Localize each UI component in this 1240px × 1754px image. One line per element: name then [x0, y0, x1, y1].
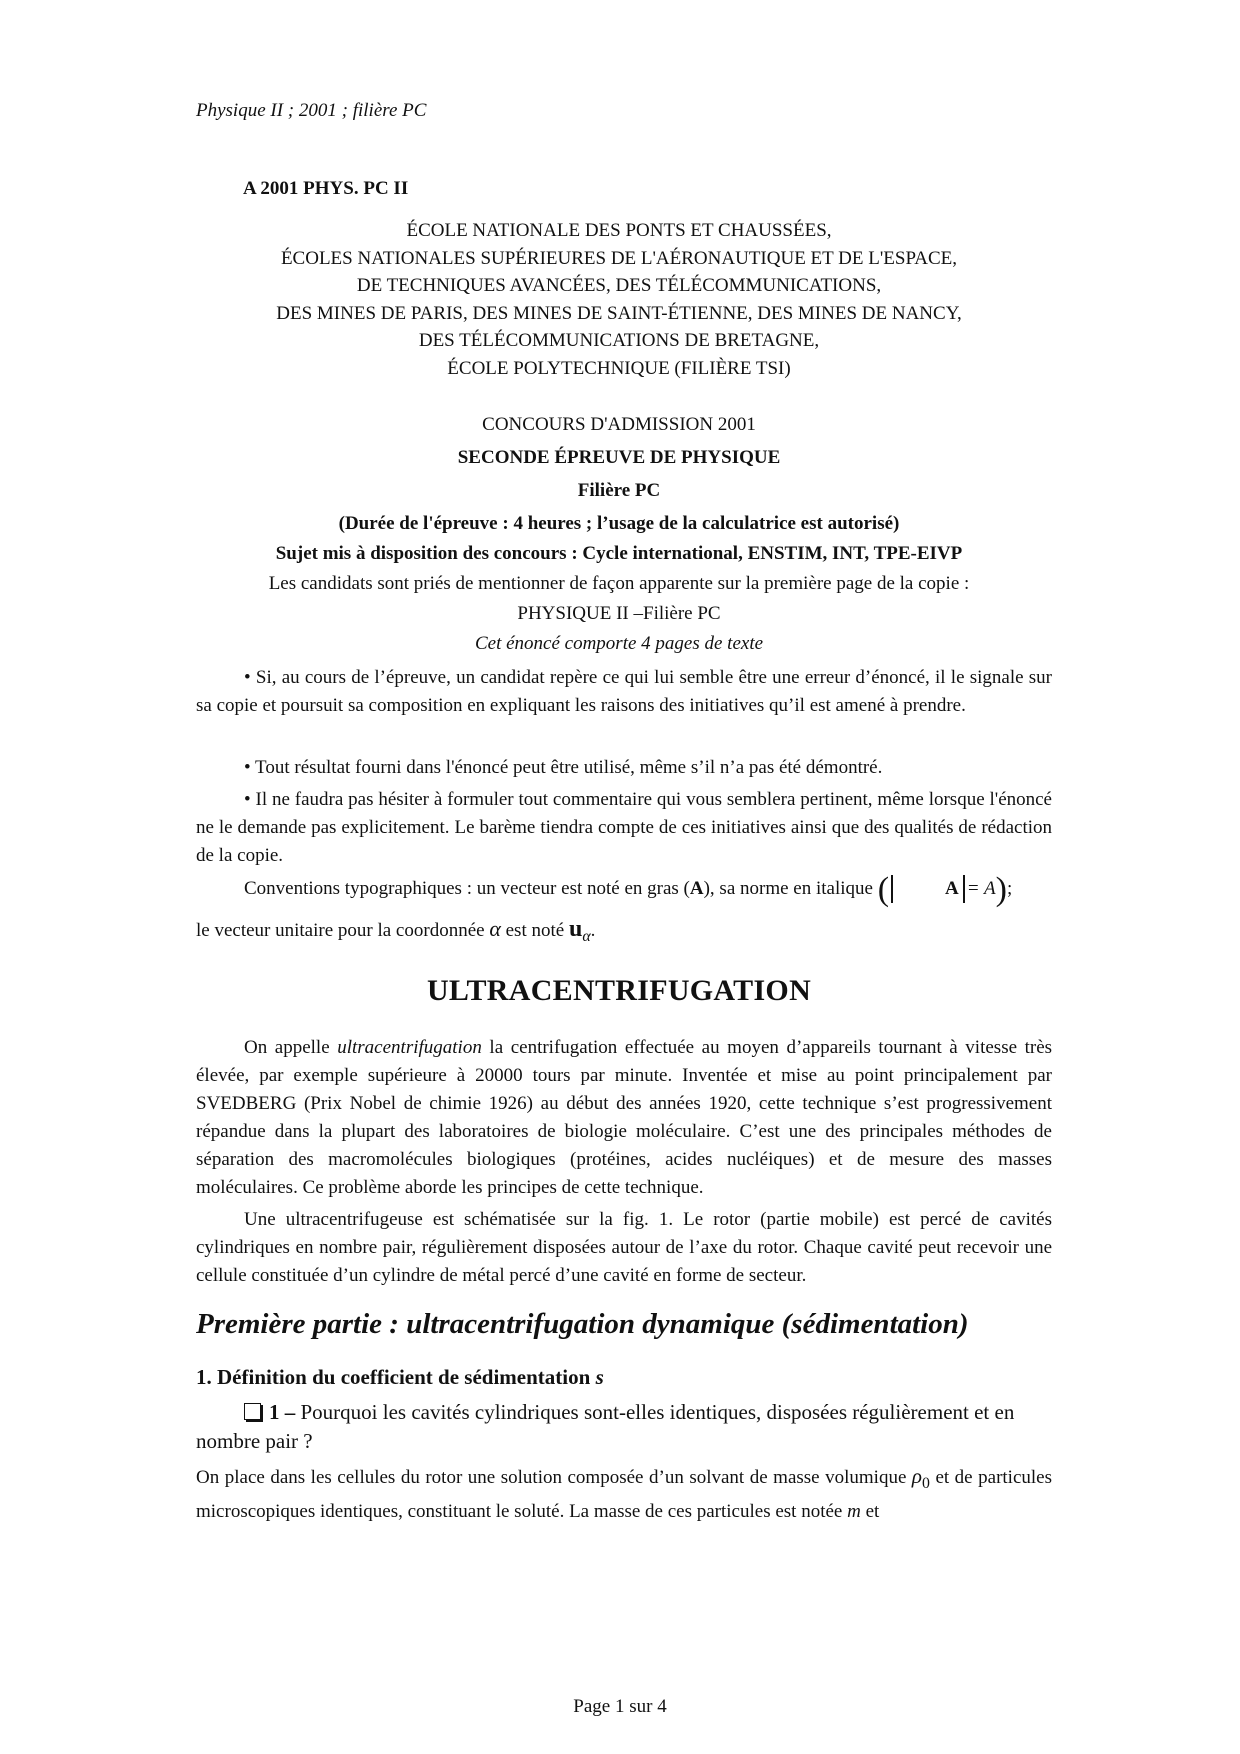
- concours-title: CONCOURS D'ADMISSION 2001: [482, 414, 756, 435]
- rho-subscript: 0: [922, 1474, 930, 1492]
- school-line: DES MINES DE PARIS, DES MINES DE SAINT-ÉTIENNE, DES MINES DE NANCY,: [276, 302, 962, 324]
- conventions-text: ), sa norme en italique: [703, 878, 873, 899]
- running-header: Physique II ; 2001 ; filière PC: [196, 100, 427, 121]
- intro-text: la centrifugation effectuée au moyen d’appareils tournant à vitesse très élevée, par exemple supérieure à 20000 tours par minute. Inventée et mise au point principalement par SVEDBERG (Prix Nobel de chimie 1926) au début des années 1920, cette technique s’est progressivement répandue dans la plupart des laboratoires de biologie moléculaire. C’est une des principales méthodes de séparation des macromolécules biologiques (protéines, acides nucléiques) et de mesure des masses moléculaires. Ce problème aborde les principes de cette technique.: [196, 1037, 1053, 1198]
- page-footer: Page 1 sur 4: [573, 1696, 667, 1717]
- pages-note: Cet énoncé comporte 4 pages de texte: [474, 633, 764, 654]
- mention-value: PHYSIQUE II –Filière PC: [517, 603, 721, 624]
- mass-symbol: m: [847, 1500, 861, 1522]
- body-text: et: [865, 1500, 880, 1522]
- section-variable: s: [595, 1365, 604, 1389]
- alpha-symbol: α: [489, 916, 501, 941]
- section-title: [196, 1365, 604, 1390]
- question-1: [196, 1398, 1052, 1456]
- checkbox-icon: [244, 1403, 261, 1420]
- paren-open-icon: (: [877, 871, 890, 908]
- school-line: ÉCOLES NATIONALES SUPÉRIEURES DE L'AÉRONAUTIQUE ET DE L'ESPACE,: [280, 247, 958, 269]
- intro-paragraph: [196, 1034, 1052, 1202]
- school-line: DE TECHNIQUES AVANCÉES, DES TÉLÉCOMMUNICATIONS,: [356, 275, 882, 296]
- subject-availability: Sujet mis à disposition des concours : Cycle international, ENSTIM, INT, TPE-EIVP: [275, 543, 963, 564]
- unit-vector-end: .: [590, 920, 596, 941]
- body-text: et de particules microscopiques identiques, constituant le soluté. La masse de ces particules est notée: [196, 1467, 1052, 1522]
- instruction-paragraph: • Si, au cours de l’épreuve, un candidat repère ce qui lui semble être une erreur d’énoncé, il le signale sur sa copie et poursuit sa composition en expliquant les raisons des initiatives qu’il est amené à prendre.: [196, 667, 1052, 716]
- school-line: ÉCOLE POLYTECHNIQUE (FILIÈRE TSI): [447, 357, 791, 379]
- school-line: DES TÉLÉCOMMUNICATIONS DE BRETAGNE,: [418, 330, 820, 351]
- intro-paragraph-2: Une ultracentrifugeuse est schématisée sur la fig. 1. Le rotor (partie mobile) est percé de cavités cylindriques en nombre pair, régulièrement disposées autour de l’axe du rotor. Chaque cavité peut recevoir une cellule constituée d’un cylindre de métal percé d’une cavité en forme de secteur.: [196, 1209, 1052, 1286]
- instruction-paragraph: • Tout résultat fourni dans l'énoncé peut être utilisé, même s’il n’a pas été démontré.: [244, 757, 883, 778]
- main-title: ULTRACENTRIFUGATION: [426, 974, 812, 1007]
- intro-text: On appelle: [244, 1037, 330, 1058]
- unit-vector-line: [196, 915, 1052, 951]
- exam-code: A 2001 PHYS. PC II: [243, 178, 409, 199]
- section-title-text: 1. Définition du coefficient de sédimentation: [196, 1365, 591, 1389]
- unit-vector-subscript: α: [582, 927, 591, 945]
- unit-vector-text: le vecteur unitaire pour la coordonnée: [196, 920, 485, 941]
- question-text: Pourquoi les cavités cylindriques sont-elles identiques, disposées régulièrement et en nombre pair ?: [196, 1400, 1015, 1453]
- bold-vector-example: A: [689, 878, 704, 899]
- epreuve-title: SECONDE ÉPREUVE DE PHYSIQUE: [457, 447, 781, 468]
- unit-vector-symbol: u: [568, 916, 583, 942]
- intro-italic-term: ultracentrifugation: [337, 1037, 482, 1058]
- part-title: Première partie : ultracentrifugation dynamique (sédimentation): [196, 1308, 969, 1340]
- body-paragraph: [196, 1462, 1052, 1526]
- conventions-text: Conventions typographiques : un vecteur est noté en gras (: [244, 878, 690, 899]
- instruction-paragraph: • Il ne faudra pas hésiter à formuler tout commentaire qui vous semblera pertinent, même lorsque l'énoncé ne le demande pas explicitement. Le barème tiendra compte de ces initiatives ainsi que des qualités de rédaction de la copie.: [196, 789, 1052, 866]
- filiere-title: Filière PC: [577, 480, 661, 501]
- school-line: ÉCOLE NATIONALE DES PONTS ET CHAUSSÉES,: [406, 220, 832, 241]
- body-text: On place dans les cellules du rotor une solution composée d’un solvant de masse volumique: [196, 1467, 907, 1488]
- rho-symbol: ρ: [911, 1464, 923, 1488]
- conventions-semicolon: ;: [1006, 878, 1013, 899]
- conventions-line: [196, 871, 1052, 908]
- norm-equality: = A: [966, 878, 996, 899]
- mention-instruction: Les candidats sont priés de mentionner de façon apparente sur la première page de la copie :: [268, 573, 970, 594]
- norm-vector: A: [891, 875, 965, 903]
- question-number: 1 –: [269, 1400, 296, 1424]
- schools-list: [190, 217, 1048, 382]
- unit-vector-text: est noté: [505, 920, 565, 941]
- paren-close-icon: ): [995, 871, 1007, 908]
- duration-note: (Durée de l'épreuve : 4 heures ; l’usage de la calculatrice est autorisé): [338, 513, 900, 534]
